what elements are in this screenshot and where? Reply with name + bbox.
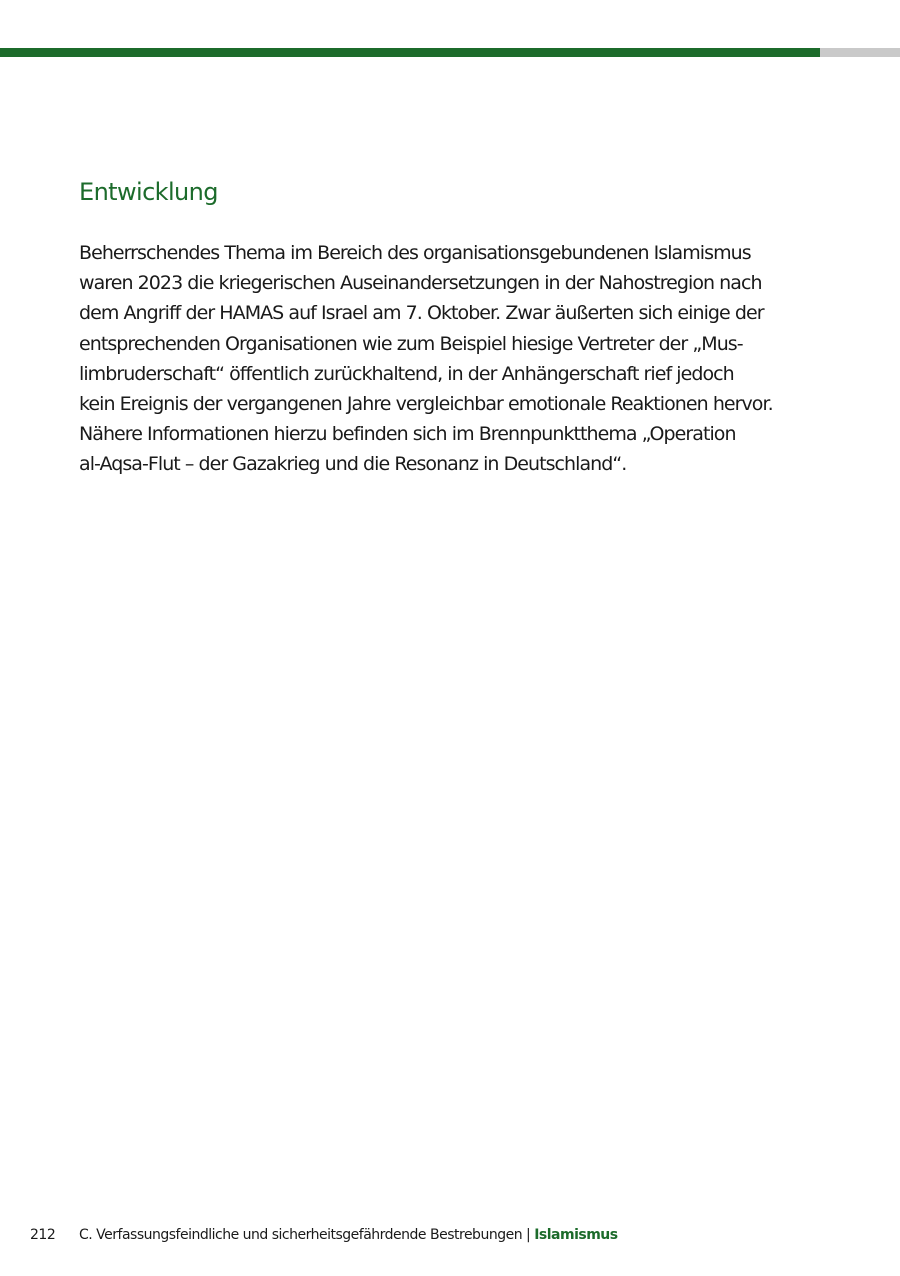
section-heading: Entwicklung — [79, 178, 218, 206]
paragraph-line: al-Aqsa-Flut – der Gazakrieg und die Resonanz in Deutschland“. — [79, 453, 627, 476]
top-bar-green-segment — [0, 48, 820, 57]
top-bar-gray-segment — [820, 48, 900, 57]
top-color-bar — [0, 48, 900, 57]
body-paragraph — [79, 238, 839, 480]
paragraph-line: waren 2023 die kriegerischen Auseinandersetzungen in der Nahostregion nach — [79, 272, 762, 295]
footer-separator: | — [522, 1227, 535, 1243]
footer-running-title — [79, 1223, 618, 1247]
paragraph-line: limbruderschaft“ öffentlich zurückhaltend, in der Anhängerschaft rief jedoch — [79, 362, 734, 385]
footer-section: Islamismus — [534, 1227, 618, 1243]
page-number: 212 — [30, 1227, 56, 1243]
paragraph-line: kein Ereignis der vergangenen Jahre vergleichbar emotionale Reaktionen hervor. — [79, 392, 773, 415]
footer-chapter: C. Verfassungsfeindliche und sicherheitsgefährdende Bestrebungen — [79, 1227, 523, 1243]
paragraph-line: Beherrschendes Thema im Bereich des organisationsgebundenen Islamismus — [79, 242, 751, 264]
paragraph-line: Nähere Informationen hierzu befinden sich im Brennpunktthema „Operation — [79, 423, 736, 446]
paragraph-line: dem Angriff der HAMAS auf Israel am 7. Oktober. Zwar äußerten sich einige der — [79, 302, 764, 325]
paragraph-line: entsprechenden Organisationen wie zum Beispiel hiesige Vertreter der „Mus- — [79, 332, 743, 355]
page-footer — [0, 1223, 900, 1247]
